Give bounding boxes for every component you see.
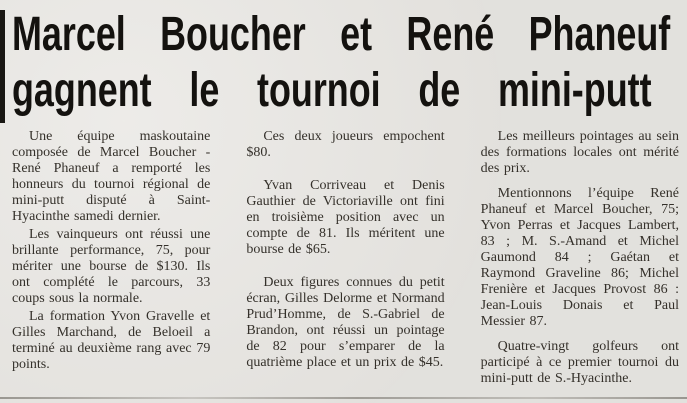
left-column-rule [0,10,5,123]
col3-paragraph-2: Mentionnons l’équipe René Phaneuf et Marcel Boucher, 75; Yvon Perras et Jacques Lambert, 83 ; M. S.-Amand et Michel Gaumond 84 ; Gaétan et Raymond Graveline 86; Michel Frenière et Jacques Provost 86 : Jean-Louis Donais et Paul Messier 87. [480,186,679,329]
bottom-rule [0,397,687,399]
headline [0,0,687,119]
col1-paragraph-1: Une équipe maskoutaine composée de Marcel Boucher - René Phaneuf a remporté les honneurs du tournoi régional de mini-putt disputé à Saint-Hyacinthe samedi dernier. [12,129,211,224]
headline-line-2: gagnent le tournoi de mini-putt [12,64,652,117]
article-column-1 [12,129,210,396]
col2-paragraph-1: Ces deux joueurs empochent $80. [246,129,445,160]
headline-line-1: Marcel Boucher et René Phaneuf [12,8,671,61]
col3-paragraph-1: Les meilleurs pointages au sein des formations locales ont mérité des prix. [480,129,679,176]
col2-paragraph-2: Yvan Corriveau et Denis Gauthier de Victoriaville ont fini en troisième position avec un compte de 81. Ils méritent une bourse de $65. [246,178,445,257]
col2-paragraph-3: Deux figures connues du petit écran, Gilles Delorme et Normand Prud’Homme, de S.-Gabriel de Brandon, ont réussi un pointage de 82 pour s’emparer de la quatrième place et un prix de $45. [246,275,445,370]
article-column-2 [246,129,444,396]
col1-paragraph-2: Les vainqueurs ont réussi une brillante performance, 75, pour mériter une bourse de $130. Ils ont complété le parcours, 33 coups sous la normale. [12,227,211,306]
article-body [0,119,687,396]
col3-paragraph-3: Quatre-vingt golfeurs ont participé à ce premier tournoi du mini-putt de S.-Hyacinthe. [480,339,679,386]
col1-paragraph-3: La formation Yvon Gravelle et Gilles Marchand, de Beloeil a terminé au deuxième rang avec 79 points. [12,309,211,372]
article-column-3 [481,129,679,396]
